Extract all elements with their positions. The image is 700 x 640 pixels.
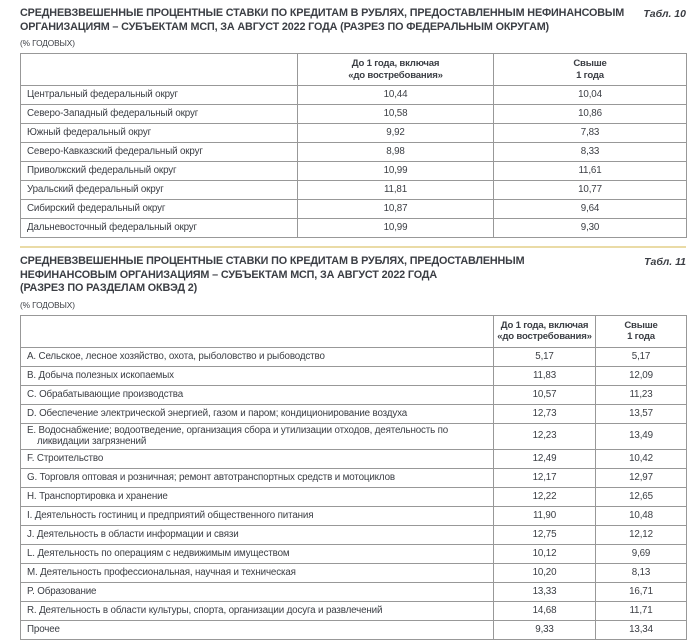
rate-over-1y: 5,17 [596, 347, 687, 366]
table-row [21, 86, 687, 105]
col-header-upto-1y [494, 315, 596, 347]
table-row [21, 423, 687, 449]
rate-upto-1y: 10,58 [298, 105, 494, 124]
rate-over-1y: 10,48 [596, 506, 687, 525]
col-header-line: До 1 года, включая [500, 319, 589, 331]
table-row [21, 506, 687, 525]
row-label: Дальневосточный федеральный округ [21, 219, 298, 238]
table-row [21, 449, 687, 468]
rate-over-1y: 11,23 [596, 385, 687, 404]
rate-over-1y: 13,34 [596, 620, 687, 639]
rate-upto-1y: 11,90 [494, 506, 596, 525]
rate-upto-1y: 10,99 [298, 162, 494, 181]
col-header-upto-1y [298, 54, 494, 86]
title-line: СРЕДНЕВЗВЕШЕННЫЕ ПРОЦЕНТНЫЕ СТАВКИ ПО КРЕДИТАМ В РУБЛЯХ, ПРЕДОСТАВЛЕННЫМ НЕФИНАНСОВЫМ [20, 7, 625, 19]
rate-upto-1y: 13,33 [494, 582, 596, 601]
table11-tag: Табл. 11 [644, 256, 686, 268]
table-row [21, 347, 687, 366]
row-label: R. Деятельность в области культуры, спорта, организации досуга и развлечений [21, 601, 494, 620]
col-header-line: «до востребования» [497, 331, 592, 342]
col-header-line: «до востребования» [348, 69, 443, 81]
rate-upto-1y: 10,99 [298, 219, 494, 238]
row-label: E. Водоснабжение; водоотведение, организация сбора и утилизации отходов, деятельность по ликвидации загрязнений [21, 423, 494, 449]
rate-upto-1y: 12,75 [494, 525, 596, 544]
rate-over-1y: 10,42 [596, 449, 687, 468]
table11-header-row [21, 315, 687, 347]
section-separator [20, 246, 686, 248]
table-row [21, 620, 687, 639]
rate-over-1y: 12,09 [596, 366, 687, 385]
table-row [21, 544, 687, 563]
rate-upto-1y: 12,23 [494, 423, 596, 449]
rate-upto-1y: 12,17 [494, 468, 596, 487]
rate-over-1y: 11,61 [494, 162, 687, 181]
rate-over-1y: 9,30 [494, 219, 687, 238]
rate-over-1y: 9,64 [494, 200, 687, 219]
table11-title [20, 255, 524, 296]
rate-upto-1y: 10,12 [494, 544, 596, 563]
row-label: Сибирский федеральный округ [21, 200, 298, 219]
row-label: J. Деятельность в области информации и связи [21, 525, 494, 544]
col-header-over-1y [596, 315, 687, 347]
rate-over-1y: 10,77 [494, 181, 687, 200]
table11 [20, 315, 687, 640]
rate-upto-1y: 8,98 [298, 143, 494, 162]
rate-over-1y: 12,12 [596, 525, 687, 544]
empty-header-cell [21, 54, 298, 86]
rate-upto-1y: 9,33 [494, 620, 596, 639]
rate-upto-1y: 10,44 [298, 86, 494, 105]
row-label: M. Деятельность профессиональная, научная и техническая [21, 563, 494, 582]
table-row [21, 366, 687, 385]
rate-upto-1y: 14,68 [494, 601, 596, 620]
rate-over-1y: 12,97 [596, 468, 687, 487]
col-header-line: 1 года [576, 69, 604, 81]
col-header-line: До 1 года, включая [351, 58, 440, 69]
rate-upto-1y: 12,49 [494, 449, 596, 468]
col-header-line: 1 года [627, 331, 655, 342]
table10-units-label: (% ГОДОВЫХ) [20, 38, 75, 48]
table-row [21, 385, 687, 404]
table-row [21, 181, 687, 200]
rate-over-1y: 12,65 [596, 487, 687, 506]
table-row [21, 143, 687, 162]
rate-over-1y: 13,49 [596, 423, 687, 449]
col-header-line: Свыше [573, 58, 607, 69]
rate-over-1y: 7,83 [494, 124, 687, 143]
row-label: Южный федеральный округ [21, 124, 298, 143]
rate-over-1y: 8,33 [494, 143, 687, 162]
table-row [21, 468, 687, 487]
table10-header [20, 7, 686, 34]
rate-upto-1y: 5,17 [494, 347, 596, 366]
col-header-over-1y [494, 54, 687, 86]
row-label: Центральный федеральный округ [21, 86, 298, 105]
row-label: Уральский федеральный округ [21, 181, 298, 200]
table-row [21, 404, 687, 423]
table-row [21, 105, 687, 124]
table10-tag: Табл. 10 [643, 8, 686, 20]
table-row [21, 582, 687, 601]
rate-upto-1y: 9,92 [298, 124, 494, 143]
row-label: B. Добыча полезных ископаемых [21, 366, 494, 385]
row-label: Северо-Кавказский федеральный округ [21, 143, 298, 162]
table-row [21, 563, 687, 582]
rate-upto-1y: 12,22 [494, 487, 596, 506]
table-row [21, 124, 687, 143]
rate-over-1y: 9,69 [596, 544, 687, 563]
row-label: F. Строительство [21, 449, 494, 468]
rate-over-1y: 11,71 [596, 601, 687, 620]
row-label: H. Транспортировка и хранение [21, 487, 494, 506]
row-label: Прочее [21, 620, 494, 639]
rate-over-1y: 16,71 [596, 582, 687, 601]
table-row [21, 487, 687, 506]
rate-over-1y: 13,57 [596, 404, 687, 423]
row-label: G. Торговля оптовая и розничная; ремонт автотранспортных средств и мотоциклов [21, 468, 494, 487]
table-row [21, 601, 687, 620]
table11-units-label: (% ГОДОВЫХ) [20, 299, 75, 310]
row-label: Приволжский федеральный округ [21, 162, 298, 181]
rate-upto-1y: 10,87 [298, 200, 494, 219]
rate-upto-1y: 12,73 [494, 404, 596, 423]
row-label: L. Деятельность по операциям с недвижимым имуществом [21, 544, 494, 563]
table10-title [20, 7, 624, 34]
row-label: I. Деятельность гостиниц и предприятий общественного питания [21, 506, 494, 525]
title-line: СРЕДНЕВЗВЕШЕННЫЕ ПРОЦЕНТНЫЕ СТАВКИ ПО КРЕДИТАМ В РУБЛЯХ, ПРЕДОСТАВЛЕННЫМ [20, 255, 525, 267]
table-row [21, 525, 687, 544]
row-label: Северо-Западный федеральный округ [21, 105, 298, 124]
title-line: (РАЗРЕЗ ПО РАЗДЕЛАМ ОКВЭД 2) [20, 282, 198, 294]
rate-over-1y: 8,13 [596, 563, 687, 582]
table-row [21, 219, 687, 238]
empty-header-cell [21, 315, 494, 347]
rate-upto-1y: 10,20 [494, 563, 596, 582]
table10 [20, 53, 687, 238]
row-label: A. Сельское, лесное хозяйство, охота, рыболовство и рыбоводство [21, 347, 494, 366]
table10-header-row [21, 54, 687, 86]
rate-upto-1y: 10,57 [494, 385, 596, 404]
table-row [21, 162, 687, 181]
row-label: P. Образование [21, 582, 494, 601]
rate-over-1y: 10,04 [494, 86, 687, 105]
row-label: C. Обрабатывающие производства [21, 385, 494, 404]
rate-over-1y: 10,86 [494, 105, 687, 124]
row-label: D. Обеспечение электрической энергией, газом и паром; кондиционирование воздуха [21, 404, 494, 423]
table11-header [20, 255, 686, 296]
title-line: ОРГАНИЗАЦИЯМ – СУБЪЕКТАМ МСП, ЗА АВГУСТ 2022 ГОДА (РАЗРЕЗ ПО ФЕДЕРАЛЬНЫМ ОКРУГАМ) [20, 20, 550, 33]
col-header-line: Свыше [624, 319, 658, 331]
table-row [21, 200, 687, 219]
title-line: НЕФИНАНСОВЫМ ОРГАНИЗАЦИЯМ – СУБЪЕКТАМ МСП, ЗА АВГУСТ 2022 ГОДА [20, 268, 437, 281]
rate-upto-1y: 11,81 [298, 181, 494, 200]
rate-upto-1y: 11,83 [494, 366, 596, 385]
